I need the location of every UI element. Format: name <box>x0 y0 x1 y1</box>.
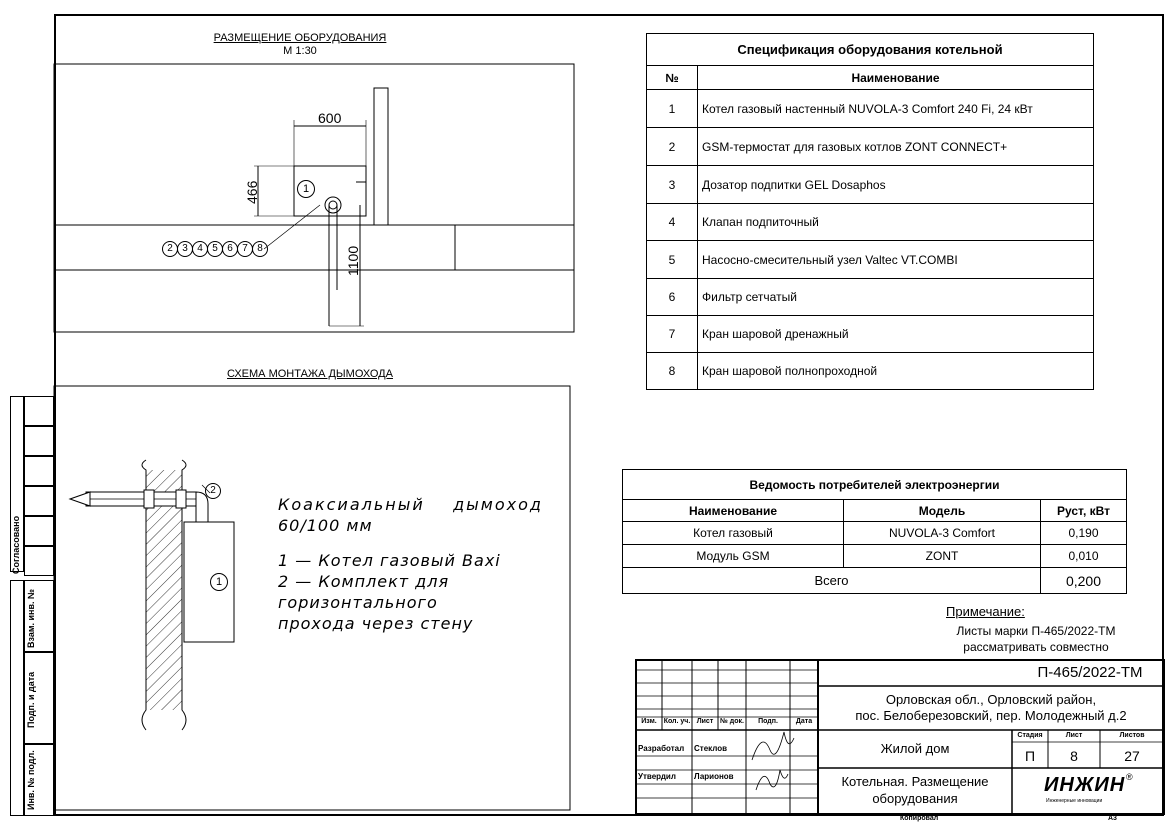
name-developer: Стеклов <box>694 744 728 753</box>
power-model: NUVOLA-3 Comfort <box>844 522 1041 545</box>
spec-name: Дозатор подпитки GEL Dosaphos <box>698 166 1094 204</box>
spec-name: Насосно-смесительный узел Valtec VT.COMBI <box>698 241 1094 279</box>
sheet-label: Лист <box>1065 732 1083 739</box>
spec-num: 5 <box>647 241 698 279</box>
hdr-date: Дата <box>795 718 813 725</box>
spec-col-num: № <box>647 66 698 90</box>
address-line2: пос. Белоберезовский, пер. Молодежный д.2 <box>855 708 1127 723</box>
sheets-value: 27 <box>1124 748 1140 764</box>
stage-label: Стадия <box>1017 732 1043 739</box>
callout-7: 7 <box>237 241 253 257</box>
power-name: Модуль GSM <box>623 545 844 568</box>
note-line: 2 — Комплект для <box>278 572 450 591</box>
company-logo <box>1042 774 1142 810</box>
power-total-label: Всего <box>623 568 1041 594</box>
object-name: Жилой дом <box>880 741 950 756</box>
power-col-name: Наименование <box>623 500 844 522</box>
hdr-list: Лист <box>696 718 714 725</box>
callout-2: 2 <box>162 241 178 257</box>
spec-num: 2 <box>647 128 698 166</box>
sheets-label: Листов <box>1119 732 1145 739</box>
note-line2: рассматривать совместно <box>963 640 1109 654</box>
spec-num: 3 <box>647 166 698 204</box>
note-line1: Листы марки П-465/2022-ТМ <box>956 624 1116 638</box>
hdr-doc: № док. <box>720 718 744 725</box>
spec-num: 8 <box>647 353 698 390</box>
inv-orig-label: Инв. № подл. <box>26 750 36 810</box>
power-col-model: Модель <box>844 500 1041 522</box>
power-value: 0,010 <box>1041 545 1127 568</box>
callout-6: 6 <box>222 241 238 257</box>
callout-5: 5 <box>207 241 223 257</box>
spec-num: 7 <box>647 316 698 353</box>
callout-boiler-label: 1 <box>215 576 223 588</box>
spec-name: Клапан подпиточный <box>698 204 1094 241</box>
sheet-title-line2: оборудования <box>872 791 958 806</box>
note-line: Коаксиальный дымоход <box>278 495 543 514</box>
callout-main-label: 1 <box>302 183 310 195</box>
hdr-izm: Изм. <box>641 718 657 725</box>
copied-label: Копировал <box>900 815 939 822</box>
hdr-sign: Подп. <box>758 718 778 725</box>
logo-reg: ® <box>1126 772 1133 782</box>
spec-title: Спецификация оборудования котельной <box>647 34 1094 66</box>
callout-8: 8 <box>252 241 268 257</box>
name-approver: Ларионов <box>694 772 734 781</box>
spec-name: Фильтр сетчатый <box>698 279 1094 316</box>
layout-title: РАЗМЕЩЕНИЕ ОБОРУДОВАНИЯ <box>213 32 387 44</box>
callout-kit-label: 2 <box>210 485 216 496</box>
dim-height: 466 <box>244 180 260 204</box>
agreed-label: Согласовано <box>11 515 21 574</box>
power-col-power: Руст, кВт <box>1041 500 1127 522</box>
power-title: Ведомость потребителей электроэнергии <box>623 470 1127 500</box>
address-line1: Орловская обл., Орловский район, <box>885 692 1097 707</box>
note-line: 1 — Котел газовый Baxi <box>278 551 501 570</box>
note-title: Примечание: <box>946 604 1025 619</box>
logo-subtitle: Инженерные инновации <box>1046 798 1103 804</box>
dim-width: 600 <box>318 110 342 126</box>
spec-name: Кран шаровой дренажный <box>698 316 1094 353</box>
power-value: 0,190 <box>1041 522 1127 545</box>
sheet-value: 8 <box>1070 748 1078 764</box>
format-label: А3 <box>1108 815 1117 822</box>
power-total-value: 0,200 <box>1041 568 1127 594</box>
role-approver: Утвердил <box>638 772 676 781</box>
spec-name: Котел газовый настенный NUVOLA-3 Comfort 240 Fi, 24 кВт <box>698 90 1094 128</box>
dim-pipe: 1100 <box>345 245 361 276</box>
layout-scale: М 1:30 <box>283 45 317 57</box>
callout-4: 4 <box>192 241 208 257</box>
hdr-kol: Кол. уч. <box>663 718 691 725</box>
sheet-title-line1: Котельная. Размещение <box>841 774 989 789</box>
spec-num: 6 <box>647 279 698 316</box>
power-model: ZONT <box>844 545 1041 568</box>
replace-inv-label: Взам. инв. № <box>26 588 36 648</box>
spec-num: 4 <box>647 204 698 241</box>
spec-name: Кран шаровой полнопроходной <box>698 353 1094 390</box>
spec-name: GSM-термостат для газовых котлов ZONT CONNECT+ <box>698 128 1094 166</box>
note-line: прохода через стену <box>278 614 474 633</box>
note-line: горизонтального <box>278 593 438 612</box>
spec-num: 1 <box>647 90 698 128</box>
note-line: 60/100 мм <box>278 516 373 535</box>
chimney-title: СХЕМА МОНТАЖА ДЫМОХОДА <box>227 368 393 380</box>
logo-text: ИНЖИН <box>1044 774 1126 796</box>
sign-date-label: Подп. и дата <box>26 671 36 728</box>
role-developer: Разработал <box>638 744 685 753</box>
power-name: Котел газовый <box>623 522 844 545</box>
callout-3: 3 <box>177 241 193 257</box>
doc-code: П-465/2022-ТМ <box>1037 664 1143 681</box>
spec-col-name: Наименование <box>698 66 1094 90</box>
stage-value: П <box>1024 748 1036 764</box>
